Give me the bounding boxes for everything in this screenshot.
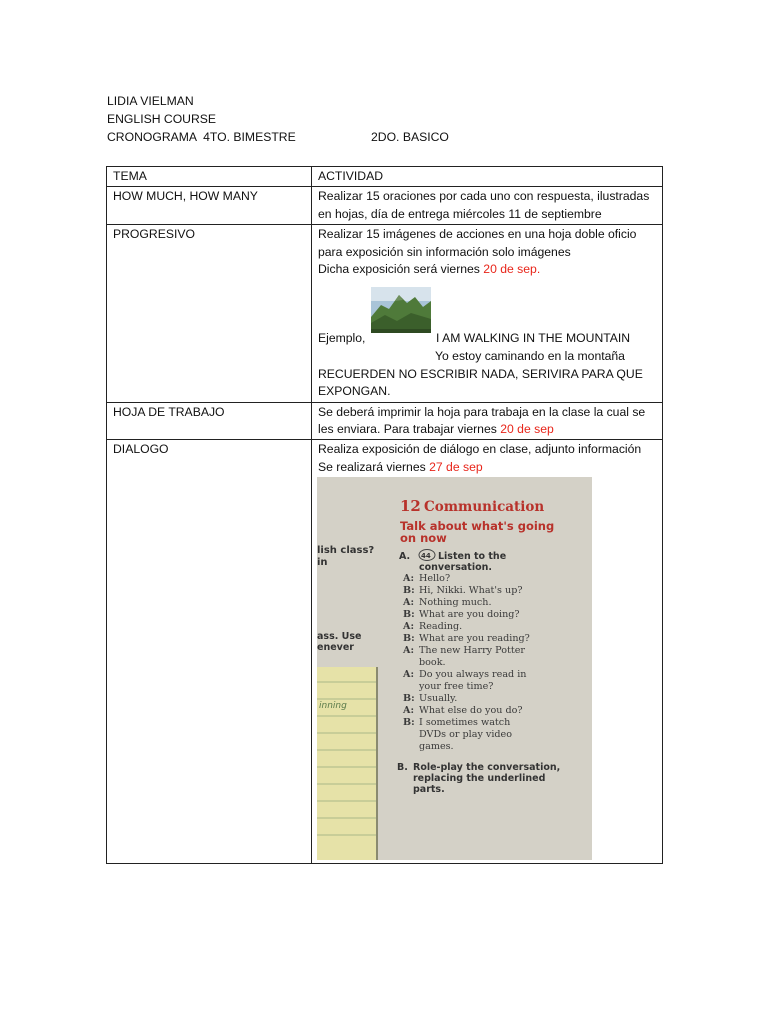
actividad-cell: Realizar 15 oraciones por cada uno con respuesta, ilustradas en hojas, día de entrega miércoles 11 de septiembre [312, 187, 663, 225]
tema-cell: DIALOGO [107, 440, 312, 864]
table-row [107, 187, 663, 225]
due-date: 20 de sep. [483, 262, 541, 277]
dialogue-line: Reading. [419, 621, 463, 633]
due-date: 27 de sep [429, 459, 483, 474]
unit-number: 12 [400, 497, 421, 516]
reminder-text: RECUERDEN NO ESCRIBIR NADA, SERIVIRA PARA QUE EXPONGAN. [318, 366, 643, 399]
tema-cell: HOW MUCH, HOW MANY [107, 187, 312, 225]
dialogue-line: games. [419, 741, 454, 753]
dialogue-line: What else do you do? [419, 705, 523, 717]
dialogue-line: What are you reading? [419, 633, 530, 645]
track-number: 44 [421, 552, 431, 561]
dialogue-speaker: B: [403, 717, 415, 729]
left-fragment: lish class? [317, 545, 375, 557]
dialogue-speaker: B: [403, 693, 415, 705]
author-name: LIDIA VIELMAN [107, 94, 194, 108]
dialogue-line: book. [419, 657, 446, 669]
example-spanish: Yo estoy caminando en la montaña [435, 349, 625, 364]
table-row [107, 440, 663, 864]
section-a-letter: A. [399, 551, 411, 563]
dialogo-date-line [318, 459, 657, 476]
left-fragment: in [317, 557, 328, 569]
header-tema: TEMA [107, 167, 312, 187]
schedule-title: CRONOGRAMA 4TO. BIMESTRE [107, 130, 296, 144]
date-prefix: Dicha exposición será viernes [318, 262, 484, 277]
dialogue-speaker: A: [403, 645, 414, 657]
actividad-cell [312, 402, 663, 440]
dialogue-line: Hi, Nikki. What's up? [419, 585, 523, 597]
dialogue-line: Nothing much. [419, 597, 492, 609]
table-row [107, 225, 663, 402]
dialogue-line: Hello? [419, 573, 451, 585]
table-header-row [107, 167, 663, 187]
course-name: ENGLISH COURSE [107, 112, 217, 126]
table-row [107, 402, 663, 440]
dialogo-instructions: Realiza exposición de diálogo en clase, adjunto información [318, 442, 642, 457]
left-fragment: enever [317, 642, 354, 654]
progresivo-instructions: Realizar 15 imágenes de acciones en una hoja doble oficio para exposición sin información solo imágenes [318, 227, 637, 259]
dialogue-line: Do you always read in [419, 669, 527, 681]
dialogue-speaker: B: [403, 585, 415, 597]
dialogue-speaker: A: [403, 669, 414, 681]
dialogue-speaker: A: [403, 573, 414, 585]
left-fragment: inning [319, 701, 347, 712]
date-prefix: Se realizará viernes [318, 459, 430, 474]
hoja-instructions: Se deberá imprimir la hoja para trabaja en la clase la cual se les enviara. Para trabajar viernes [318, 404, 646, 437]
example-english: I AM WALKING IN THE MOUNTAIN [436, 331, 631, 346]
dialogue-speaker: B: [403, 609, 415, 621]
mountain-image [371, 287, 431, 333]
header-actividad: ACTIVIDAD [312, 167, 663, 187]
textbook-photo [317, 477, 592, 860]
document-header [107, 92, 296, 146]
section-a-instruction: Listen to the [438, 551, 507, 563]
left-fragment: ass. Use [317, 631, 362, 643]
dialogue-line: I sometimes watch [419, 717, 511, 729]
section-a-instruction: conversation. [419, 562, 493, 574]
actividad-cell [312, 440, 663, 864]
dialogue-line: What are you doing? [419, 609, 520, 621]
dialogue-speaker: A: [403, 621, 414, 633]
dialogue-speaker: A: [403, 597, 414, 609]
dialogue-speaker: B: [403, 633, 415, 645]
unit-title: Communication [424, 499, 545, 516]
dialogue-line: The new Harry Potter [419, 645, 525, 657]
section-b-instruction: Role-play the conversation, [413, 762, 561, 774]
actividad-cell [312, 225, 663, 402]
section-b-instruction: replacing the underlined [413, 773, 546, 785]
unit-subtitle: on now [400, 531, 447, 546]
dialogue-line: DVDs or play video [419, 729, 513, 741]
ejemplo-label: Ejemplo, [318, 331, 366, 346]
due-date: 20 de sep [500, 422, 554, 437]
tema-cell: PROGRESIVO [107, 225, 312, 402]
example-line [318, 318, 657, 348]
schedule-table [106, 166, 663, 864]
progresivo-date-line [318, 261, 657, 278]
dialogue-speaker: A: [403, 705, 414, 717]
section-b-letter: B. [397, 762, 408, 774]
unit-subtitle: Talk about what's going [400, 519, 555, 534]
dialogue-line: your free time? [419, 681, 494, 693]
grade-label: 2DO. BASICO [371, 130, 449, 144]
tema-cell: HOJA DE TRABAJO [107, 402, 312, 440]
section-b-instruction: parts. [413, 784, 445, 796]
dialogue-line: Usually. [419, 693, 458, 705]
